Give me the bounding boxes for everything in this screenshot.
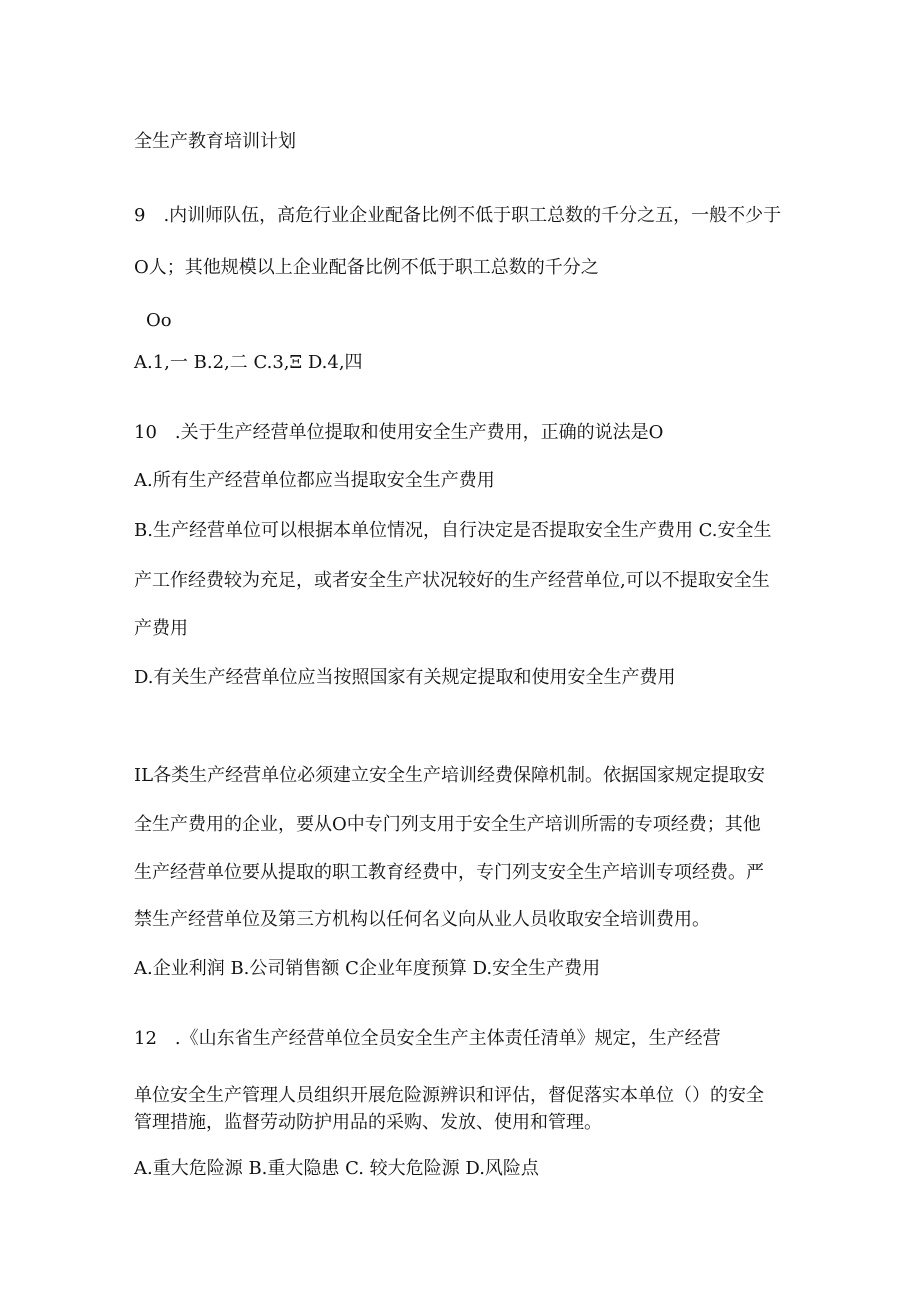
question-10-option-b: B.生产经营单位可以根据本单位情况，自行决定是否提取安全生产费用 C.安全生 [134, 520, 772, 541]
question-10-option-d: D.有关生产经营单位应当按照国家有关规定提取和使用安全生产费用 [134, 667, 676, 688]
text-line-continuation: 全生产教育培训计划 [134, 131, 296, 152]
question-9-line-1: 9 .内训师队伍，高危行业企业配备比例不低于职工总数的千分之五，一般不少于 [134, 205, 782, 226]
question-11-line-3: 生产经营单位要从提取的职工教育经费中，专门列支安全生产培训专项经费。严 [134, 862, 764, 883]
question-9-line-3: Oo [146, 310, 172, 331]
question-11-line-1: IL各类生产经营单位必须建立安全生产培训经费保障机制。依据国家规定提取安 [134, 765, 766, 786]
question-10-stem: 10 .关于生产经营单位提取和使用安全生产费用，正确的说法是O [134, 422, 664, 443]
question-12-line-2: 单位安全生产管理人员组织开展危险源辨识和评估，督促落实本单位（）的安全 [134, 1085, 764, 1106]
question-10-option-a: A.所有生产经营单位都应当提取安全生产费用 [134, 470, 495, 491]
question-12-line-1: 12 .《山东省生产经营单位全员安全生产主体责任清单》规定，生产经营 [134, 1028, 721, 1049]
question-10-option-c-line-2: 产费用 [134, 618, 188, 639]
question-11-line-4: 禁生产经营单位及第三方机构以任何名义向从业人员收取安全培训费用。 [134, 909, 710, 930]
question-12-options: A.重大危险源 B.重大隐患 C. 较大危险源 D.风险点 [134, 1158, 539, 1179]
question-12-line-3: 管理措施，监督劳动防护用品的采购、发放、使用和管理。 [134, 1112, 602, 1133]
question-9-line-2: O人；其他规模以上企业配备比例不低于职工总数的千分之 [134, 257, 599, 278]
question-10-option-c-line-1: 产工作经费较为充足，或者安全生产状况较好的生产经营单位,可以不提取安全生 [134, 570, 770, 591]
question-11-options: A.企业利润 B.公司销售额 C企业年度预算 D.安全生产费用 [134, 958, 601, 979]
question-11-line-2: 全生产费用的企业，要从O中专门列支用于安全生产培训所需的专项经费；其他 [134, 814, 761, 835]
question-9-options: A.1,一 B.2,二 C.3,Ξ D.4,四 [134, 352, 363, 373]
